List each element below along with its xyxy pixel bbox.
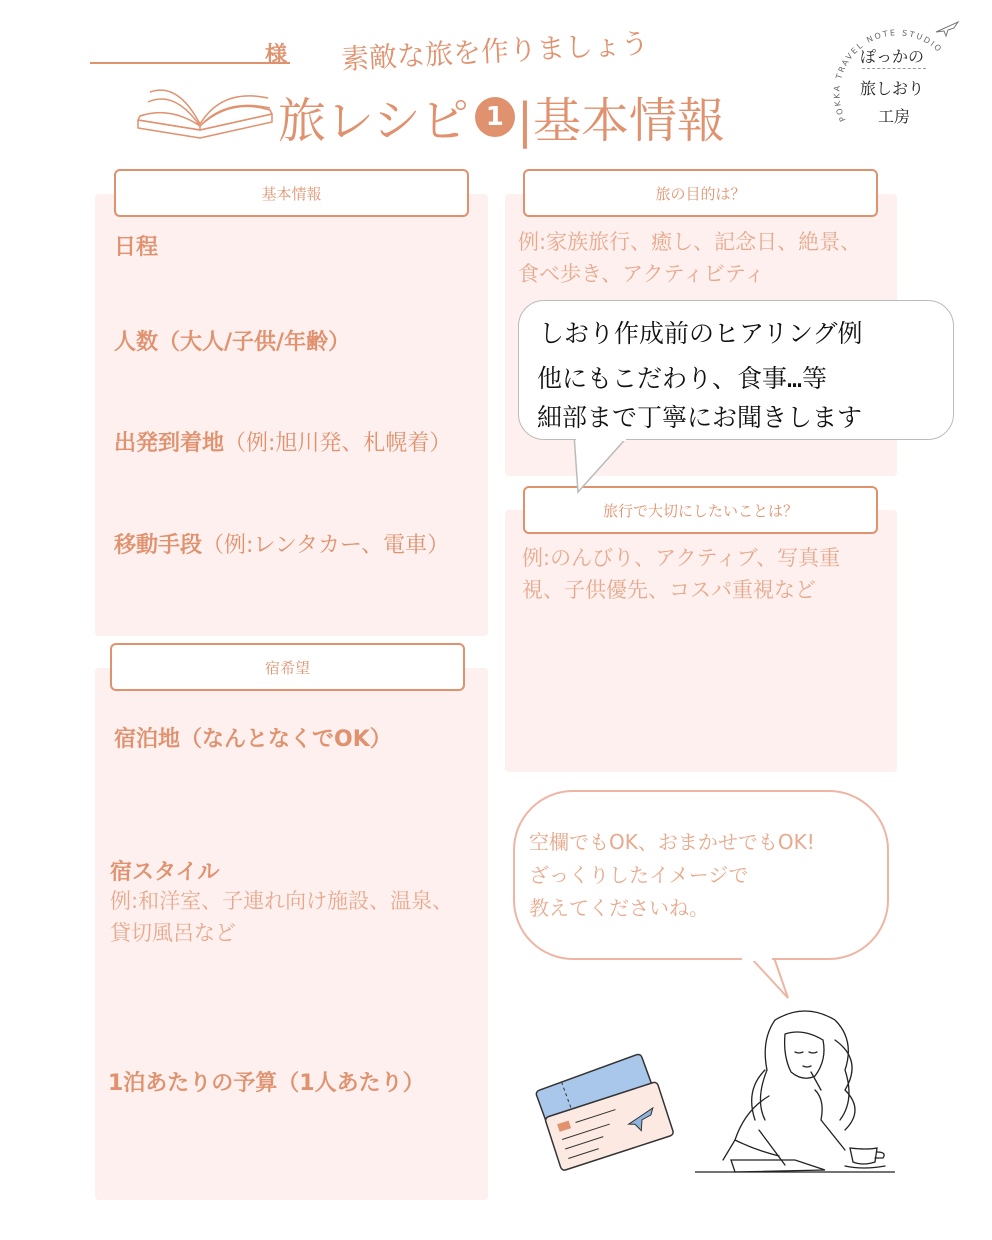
- priority-example-line1: 例:のんびり、アクティブ、写真重: [522, 546, 841, 570]
- field-transport: 移動手段（例:レンタカー、電車）: [114, 533, 450, 558]
- book-icon: [130, 76, 280, 142]
- airplane-icon: [934, 18, 960, 38]
- hearing-line3: 細部まで丁寧にお聞きします: [537, 403, 863, 432]
- hearing-example-bubble: [518, 300, 954, 440]
- logo-wave: [862, 68, 926, 69]
- stay-label: 宿希望: [110, 643, 465, 691]
- hearing-line1: しおり作成前のヒアリング例: [539, 319, 863, 348]
- name-underline: [90, 62, 290, 64]
- ok-bubble-tail-cover: [742, 955, 772, 961]
- basic-info-label: 基本情報: [114, 169, 469, 217]
- title-prefix: 旅レシピ: [278, 93, 469, 149]
- hearing-bubble-tail-cover: [576, 437, 626, 441]
- name-suffix: 様: [265, 43, 288, 68]
- travel-tickets-illustration: [530, 1040, 680, 1175]
- logo-line1: ぽっかの: [860, 47, 925, 66]
- field-party-size: 人数（大人/子供/年齢）: [114, 330, 351, 355]
- hearing-line2: 他にもこだわり、食事…等: [537, 364, 828, 393]
- field-departure-arrival: 出発到着地（例:旭川発、札幌着）: [114, 431, 452, 456]
- ok-line3: 教えてくださいね。: [529, 896, 709, 920]
- logo-line3: 工房: [878, 107, 911, 126]
- ok-line2: ざっくりしたイメージで: [529, 863, 749, 887]
- purpose-example-line1: 例:家族旅行、癒し、記念日、絶景、: [518, 230, 862, 254]
- ok-reassurance-bubble: [513, 790, 889, 960]
- purpose-label: 旅の目的は？: [523, 169, 878, 217]
- title-number-badge: [475, 97, 515, 137]
- title-number: 1: [485, 101, 504, 132]
- priority-example-line2: 視、子供優先、コスパ重視など: [522, 578, 816, 602]
- field-schedule: 日程: [114, 235, 159, 260]
- field-budget: 1泊あたりの予算（1人あたり）: [108, 1071, 425, 1096]
- field-stay-location: 宿泊地（なんとなくでOK）: [114, 727, 392, 752]
- page-title: [278, 82, 725, 151]
- logo-ring-text: POKKA TRAVEL NOTE STUDIO: [832, 28, 945, 123]
- studio-logo: [826, 10, 976, 150]
- purpose-example-line2: 食べ歩き、アクティビティ: [518, 262, 766, 286]
- woman-writing-illustration: [695, 1000, 895, 1180]
- field-transport-example: （例:レンタカー、電車）: [202, 533, 450, 558]
- page-subtitle: 素敵な旅を作りましょう: [340, 26, 650, 76]
- logo-line2: 旅しおり: [860, 79, 925, 98]
- field-departure-arrival-example: （例:旭川発、札幌着）: [224, 431, 452, 456]
- stay-style-example-line1: 例:和洋室、子連れ向け施設、温泉、: [110, 889, 454, 913]
- ok-line1: 空欄でもOK、おまかせでもOK!: [529, 830, 815, 854]
- field-stay-style: 宿スタイル: [110, 860, 220, 885]
- stay-style-example-line2: 貸切風呂など: [110, 921, 236, 945]
- title-suffix: |基本情報: [516, 93, 725, 149]
- priority-label: 旅行で大切にしたいことは？: [523, 486, 878, 534]
